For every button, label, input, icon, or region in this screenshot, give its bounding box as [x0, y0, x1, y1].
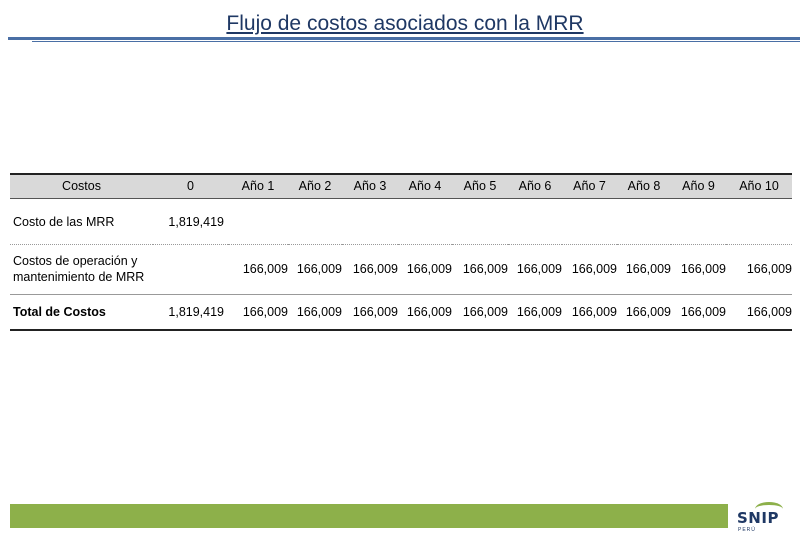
table-cell: 166,009 — [680, 262, 726, 276]
table-cell: 166,009 — [746, 304, 792, 319]
table-cell: 166,009 — [571, 304, 617, 319]
column-header: 0 — [153, 174, 228, 198]
table-cell: 166,009 — [625, 304, 671, 319]
column-header: Año 6 — [508, 174, 562, 198]
title-divider — [8, 37, 800, 40]
table-cell: 166,009 — [746, 262, 792, 276]
table-cell: 166,009 — [516, 304, 562, 319]
table-cell — [398, 198, 452, 244]
table-cell: 166,009 — [571, 262, 617, 276]
table-row-costos-operacion — [10, 244, 792, 294]
table-cell: 166,009 — [462, 304, 508, 319]
table-cell: 166,009 — [352, 304, 398, 319]
table-cell — [726, 198, 792, 244]
column-header: Año 1 — [228, 174, 288, 198]
row-label: Total de Costos — [13, 304, 106, 319]
logo-text: SNIP — [737, 509, 779, 527]
table-cell — [671, 198, 726, 244]
table-cell — [288, 198, 342, 244]
title-divider-thin — [32, 41, 800, 42]
column-header: Costos — [10, 174, 153, 198]
page-title: Flujo de costos asociados con la MRR — [226, 12, 584, 35]
table-cell: 1,819,419 — [168, 304, 224, 319]
snip-logo — [733, 501, 795, 537]
column-header: Año 4 — [398, 174, 452, 198]
table-cell — [562, 198, 617, 244]
table-cell: 166,009 — [680, 304, 726, 319]
table-row-costo-mrr — [10, 198, 792, 244]
column-header: Año 3 — [342, 174, 398, 198]
table-cell: 166,009 — [625, 262, 671, 276]
row-label: Costos de operación y mantenimiento de MRR — [13, 254, 145, 284]
column-header: Año 2 — [288, 174, 342, 198]
row-label: Costo de las MRR — [13, 215, 115, 229]
table-cell: 166,009 — [462, 262, 508, 276]
table-cell: 166,009 — [242, 304, 288, 319]
table-cell — [228, 198, 288, 244]
costs-table — [10, 173, 792, 331]
table-cell — [508, 198, 562, 244]
table-cell — [452, 198, 508, 244]
table-cell — [342, 198, 398, 244]
footer-bar — [10, 504, 728, 528]
column-header: Año 7 — [562, 174, 617, 198]
column-header: Año 5 — [452, 174, 508, 198]
table-cell: 166,009 — [296, 304, 342, 319]
table-cell: 166,009 — [296, 262, 342, 276]
table-cell: 166,009 — [352, 262, 398, 276]
table-cell — [617, 198, 671, 244]
table-cell — [153, 244, 228, 294]
column-header: Año 8 — [617, 174, 671, 198]
table-cell: 166,009 — [242, 262, 288, 276]
table-cell: 166,009 — [406, 304, 452, 319]
table-cell: 1,819,419 — [168, 215, 224, 229]
table-header-row — [10, 174, 792, 198]
table-row-total-costos — [10, 294, 792, 330]
column-header: Año 10 — [726, 174, 792, 198]
column-header: Año 9 — [671, 174, 726, 198]
table-cell: 166,009 — [516, 262, 562, 276]
table-cell: 166,009 — [406, 262, 452, 276]
logo-subtext: PERÚ — [738, 527, 756, 533]
